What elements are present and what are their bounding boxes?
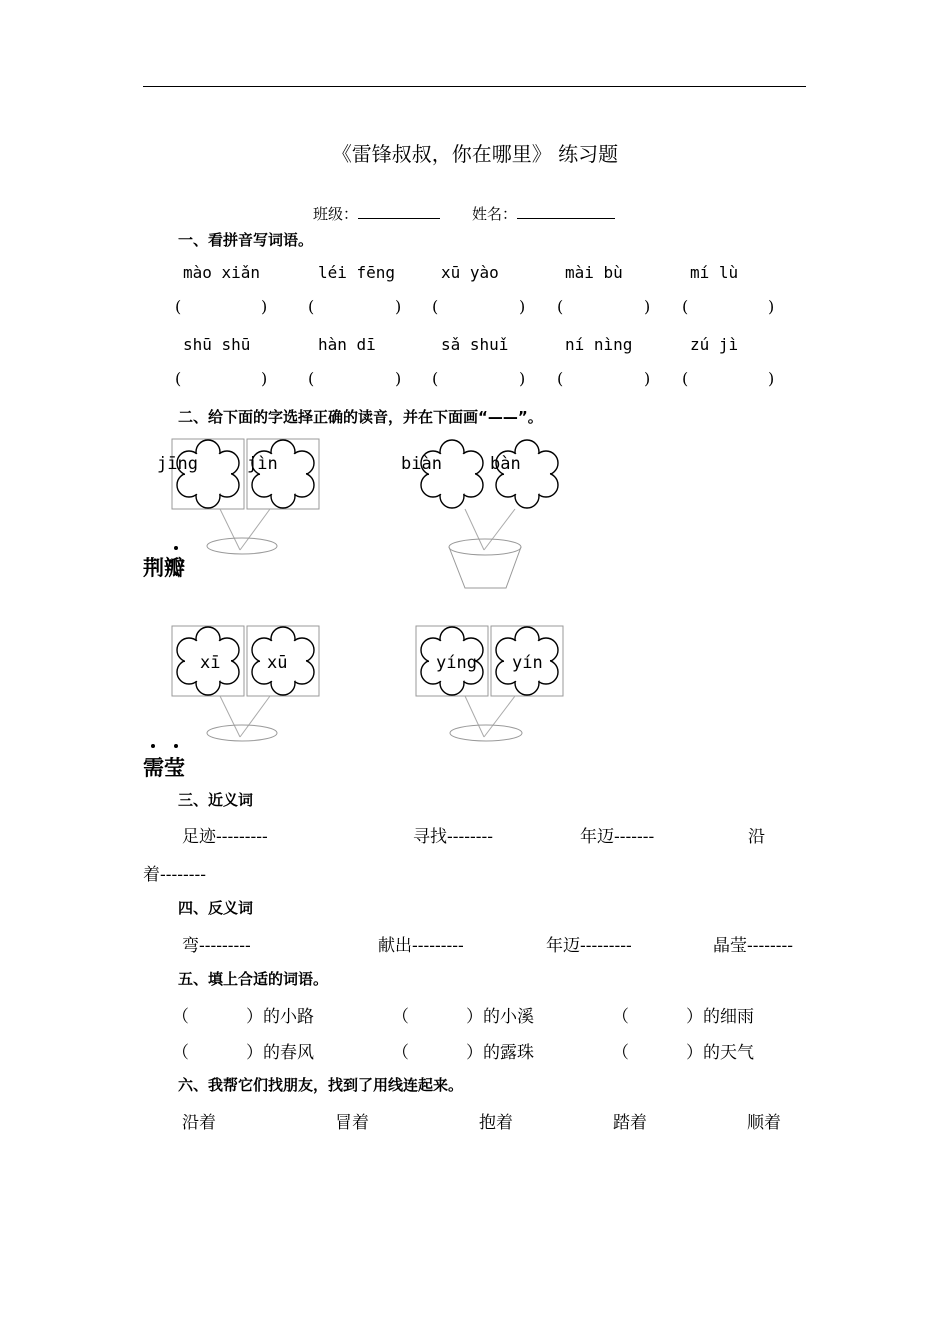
emphasis-dot [151, 744, 155, 748]
section1-heading: 一、看拼音写词语。 [178, 231, 314, 249]
answer-paren-open: ( [432, 369, 439, 388]
match-word[interactable]: 顺着 [747, 1113, 781, 1133]
antonym-item: 弯--------- [182, 936, 251, 956]
reading-option[interactable]: jìn [247, 454, 278, 474]
fill-paren-open: （ [172, 1007, 189, 1027]
answer-paren-open: ( [308, 369, 315, 388]
section5-heading: 五、填上合适的词语。 [178, 970, 329, 988]
answer-paren-close: ) [261, 369, 268, 388]
match-word[interactable]: 抱着 [479, 1113, 513, 1133]
fill-paren-open: （ [612, 1007, 629, 1027]
synonym-item: 年迈------- [580, 827, 655, 847]
match-word[interactable]: 踏着 [613, 1113, 647, 1133]
fill-item: ）的细雨 [686, 1007, 754, 1027]
antonym-item: 年迈--------- [546, 936, 632, 956]
pinyin-10: zú jì [690, 335, 739, 354]
answer-paren-open: ( [432, 297, 439, 316]
answer-paren-open: ( [175, 297, 182, 316]
answer-paren-close: ) [644, 369, 651, 388]
fill-paren-open: （ [392, 1043, 409, 1063]
answer-paren-open: ( [557, 297, 564, 316]
section3-heading: 三、近义词 [178, 791, 254, 809]
fill-paren-open: （ [612, 1043, 629, 1063]
pinyin-5: mí lù [690, 263, 739, 282]
emphasis-dot [174, 546, 178, 550]
pinyin-8: sǎ shuǐ [441, 335, 509, 354]
answer-paren-close: ) [395, 297, 402, 316]
answer-paren-open: ( [557, 369, 564, 388]
answer-paren-open: ( [175, 369, 182, 388]
reading-option[interactable]: bàn [490, 454, 521, 474]
antonym-item: 晶莹-------- [713, 936, 793, 956]
fill-paren-open: （ [392, 1007, 409, 1027]
synonym-item: 沿 [748, 827, 765, 847]
fill-item: ）的天气 [686, 1043, 754, 1063]
pinyin-9: ní nìng [565, 335, 633, 354]
fill-item: ）的露珠 [466, 1043, 534, 1063]
answer-paren-close: ) [768, 297, 775, 316]
answer-paren-close: ) [519, 369, 526, 388]
match-word[interactable]: 冒着 [335, 1113, 369, 1133]
reading-option[interactable]: xū [267, 653, 288, 673]
section2-heading: 二、给下面的字选择正确的读音，并在下面画“——”。 [178, 408, 543, 426]
synonym-item: 足迹--------- [182, 827, 268, 847]
page-title: 《雷锋叔叔，你在哪里》 练习题 [331, 142, 619, 166]
answer-paren-close: ) [768, 369, 775, 388]
fill-paren-open: （ [172, 1043, 189, 1063]
synonym-item-wrap: 着-------- [143, 865, 206, 885]
target-characters: 荆瓣 [143, 556, 185, 580]
reading-option[interactable]: biàn [401, 454, 442, 474]
section4-heading: 四、反义词 [178, 899, 254, 917]
answer-paren-open: ( [682, 297, 689, 316]
answer-paren-close: ) [519, 297, 526, 316]
answer-paren-close: ) [644, 297, 651, 316]
answer-paren-open: ( [682, 369, 689, 388]
match-word[interactable]: 沿着 [182, 1113, 216, 1133]
fill-item: ）的小路 [246, 1007, 314, 1027]
emphasis-dot [174, 744, 178, 748]
class-label: 班级： [313, 205, 359, 223]
answer-paren-close: ) [395, 369, 402, 388]
pinyin-3: xū yào [441, 263, 499, 282]
section6-heading: 六、我帮它们找朋友，找到了用线连起来。 [178, 1076, 464, 1094]
name-label: 姓名： [472, 205, 518, 223]
antonym-item: 献出--------- [378, 936, 464, 956]
pinyin-6: shū shū [183, 335, 251, 354]
target-characters: 需莹 [143, 756, 185, 780]
answer-paren-open: ( [308, 297, 315, 316]
fill-item: ）的春风 [246, 1043, 314, 1063]
reading-option[interactable]: jīng [157, 454, 198, 474]
reading-option[interactable]: xī [200, 653, 221, 673]
answer-paren-close: ) [261, 297, 268, 316]
fill-item: ）的小溪 [466, 1007, 534, 1027]
reading-option[interactable]: yín [512, 653, 543, 673]
pinyin-1: mào xiǎn [183, 263, 261, 282]
reading-option[interactable]: yíng [436, 653, 477, 673]
pinyin-4: mài bù [565, 263, 623, 282]
pinyin-2: léi fēng [318, 263, 396, 282]
synonym-item: 寻找-------- [413, 827, 493, 847]
pinyin-7: hàn dī [318, 335, 376, 354]
